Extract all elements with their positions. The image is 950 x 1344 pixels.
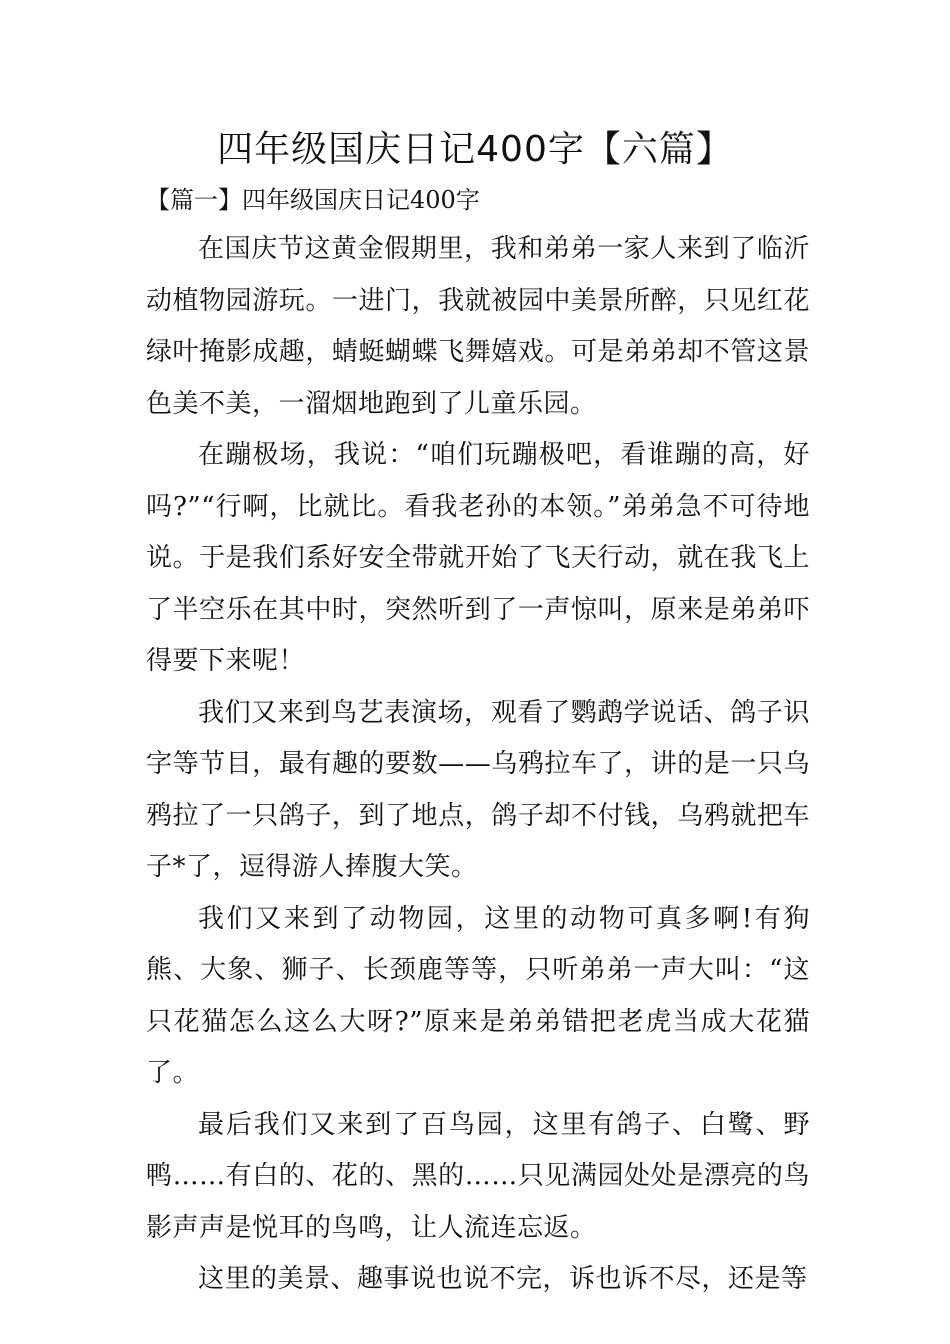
- paragraph-3: 我们又来到鸟艺表演场，观看了鹦鹉学说话、鸽子识字等节目，最有趣的要数——乌鸦拉车了，讲的是一只乌鸦拉了一只鸽子，到了地点，鸽子却不付钱，乌鸦就把车子*了，逗得游人捧腹大笑。: [146, 697, 810, 882]
- paragraph-1: 在国庆节这黄金假期里，我和弟弟一家人来到了临沂动植物园游玩。一进门，我就被园中美景所醉，只见红花绿叶掩影成趣，蜻蜓蝴蝶飞舞嬉戏。可是弟弟却不管这景色美不美，一溜烟地跑到了儿童乐园。: [146, 234, 810, 419]
- document-title: 四年级国庆日记400字【六篇】: [217, 129, 733, 170]
- paragraph-5: 最后我们又来到了百鸟园，这里有鸽子、白鹭、野鸭……有白的、花的、黑的……只见满园处处是漂亮的鸟影声声是悦耳的鸟鸣，让人流连忘返。: [146, 1109, 810, 1243]
- section-heading: 【篇一】四年级国庆日记400字: [146, 186, 480, 214]
- body-text: [146, 224, 810, 1306]
- paragraph-2: 在蹦极场，我说：“咱们玩蹦极吧，看谁蹦的高，好吗?”“行啊，比就比。看我老孙的本领。”弟弟急不可待地说。于是我们系好安全带就开始了飞天行动，就在我飞上了半空乐在其中时，突然听到了一声惊叫，原来是弟弟吓得要下来呢！: [146, 440, 810, 676]
- paragraph-6: 这里的美景、趣事说也说不完，诉也诉不尽，还是等: [198, 1264, 808, 1294]
- paragraph-4: 我们又来到了动物园，这里的动物可真多啊!有狗熊、大象、狮子、长颈鹿等等，只听弟弟一声大叫：“这只花猫怎么这么大呀?”原来是弟弟错把老虎当成大花猫了。: [146, 903, 810, 1088]
